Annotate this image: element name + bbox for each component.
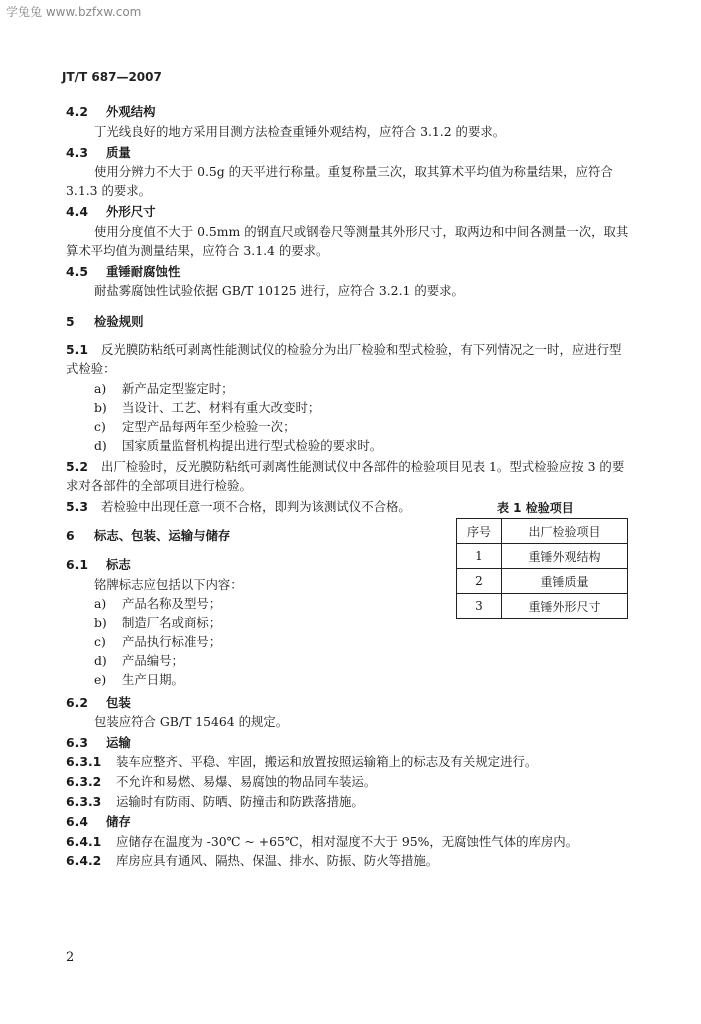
- section-6-3-heading: 6.3 运输: [66, 735, 131, 750]
- list-item: d) 国家质量监督机构提出进行型式检验的要求时。: [94, 438, 383, 453]
- section-4-5-body: 耐盐雾腐蚀性试验依据 GB/T 10125 进行，应符合 3.2.1 的要求。: [94, 283, 464, 298]
- watermark: 学兔兔 www.bzfxw.com: [6, 5, 142, 19]
- table-cell: 重锤外形尺寸: [502, 594, 628, 619]
- table-header-row: [457, 519, 628, 544]
- list-item: c) 产品执行标准号；: [94, 634, 222, 649]
- section-5-2-line1: 5.2 出厂检验时，反光膜防粘纸可剥离性能测试仪中各部件的检验项目见表 1。型式检验应按 3 的要: [66, 459, 625, 474]
- list-item: a) 新产品定型鉴定时；: [94, 381, 234, 396]
- table-cell: 3: [457, 594, 502, 619]
- section-6-4-2: 6.4.2 库房应具有通风、隔热、保温、排水、防振、防火等措施。: [66, 853, 439, 868]
- section-4-2-heading: 4.2 外观结构: [66, 104, 156, 119]
- page-number: 2: [66, 950, 75, 965]
- section-5-1-line2: 式检验：: [66, 361, 116, 376]
- section-4-3-body-line2: 3.1.3 的要求。: [66, 183, 152, 198]
- section-6-3-3: 6.3.3 运输时有防雨、防晒、防撞击和防跌落措施。: [66, 794, 364, 809]
- list-item: d) 产品编号；: [94, 653, 184, 668]
- list-item: e) 生产日期。: [94, 672, 184, 687]
- section-6-2-heading: 6.2 包装: [66, 695, 131, 710]
- list-item: a) 产品名称及型号；: [94, 596, 222, 611]
- list-item: c) 定型产品每两年至少检验一次；: [94, 419, 296, 434]
- table-header-cell: 序号: [457, 519, 502, 544]
- section-5-heading: 5 检验规则: [66, 314, 144, 329]
- section-6-1-heading: 6.1 标志: [66, 557, 131, 572]
- section-5-1-line1: 5.1 反光膜防粘纸可剥离性能测试仪的检验分为出厂检验和型式检验，有下列情况之一时，应进行型: [66, 342, 622, 357]
- section-4-3-body-line1: 使用分辨力不大于 0.5g 的天平进行称量。重复称量三次，取其算术平均值为称量结果，应符合: [94, 164, 613, 179]
- section-5-3: 5.3 若检验中出现任意一项不合格，即判为该测试仪不合格。: [66, 499, 411, 514]
- list-item: b) 制造厂名或商标；: [94, 615, 222, 630]
- section-4-4-body-line2: 算术平均值为测量结果，应符合 3.1.4 的要求。: [66, 243, 329, 258]
- inspection-items-table: [456, 518, 628, 619]
- section-6-4-heading: 6.4 储存: [66, 814, 131, 829]
- table-row: [457, 544, 628, 569]
- section-5-2-line2: 求对各部件的全部项目进行检验。: [66, 478, 252, 493]
- table-cell: 2: [457, 569, 502, 594]
- table-row: [457, 594, 628, 619]
- section-6-1-intro: 铭牌标志应包括以下内容：: [94, 577, 243, 592]
- section-4-5-heading: 4.5 重锤耐腐蚀性: [66, 264, 181, 279]
- table-cell: 重锤质量: [502, 569, 628, 594]
- section-4-3-heading: 4.3 质量: [66, 145, 131, 160]
- section-4-2-body: 丁光线良好的地方采用目测方法检查重锤外观结构，应符合 3.1.2 的要求。: [94, 124, 506, 139]
- table-cell: 重锤外观结构: [502, 544, 628, 569]
- section-6-3-1: 6.3.1 装车应整齐、平稳、牢固，搬运和放置按照运输箱上的标志及有关规定进行。: [66, 754, 538, 769]
- table-caption: 表 1 检验项目: [497, 501, 574, 515]
- section-4-4-heading: 4.4 外形尺寸: [66, 204, 156, 219]
- doc-number: JT/T 687—2007: [62, 70, 162, 84]
- table-row: [457, 569, 628, 594]
- section-6-3-2: 6.3.2 不允许和易燃、易爆、易腐蚀的物品同车装运。: [66, 774, 377, 789]
- section-4-4-body-line1: 使用分度值不大于 0.5mm 的钢直尺或钢卷尺等测量其外形尺寸，取两边和中间各测量一次，取其: [94, 224, 629, 239]
- section-6-heading: 6 标志、包装、运输与储存: [66, 528, 231, 543]
- table-cell: 1: [457, 544, 502, 569]
- list-item: b) 当设计、工艺、材料有重大改变时；: [94, 400, 321, 415]
- table-header-cell: 出厂检验项目: [502, 519, 628, 544]
- section-6-4-1: 6.4.1 应储存在温度为 -30℃ ~ +65℃，相对湿度不大于 95%，无腐蚀性气体的库房内。: [66, 834, 579, 849]
- section-6-2-body: 包装应符合 GB/T 15464 的规定。: [94, 714, 289, 729]
